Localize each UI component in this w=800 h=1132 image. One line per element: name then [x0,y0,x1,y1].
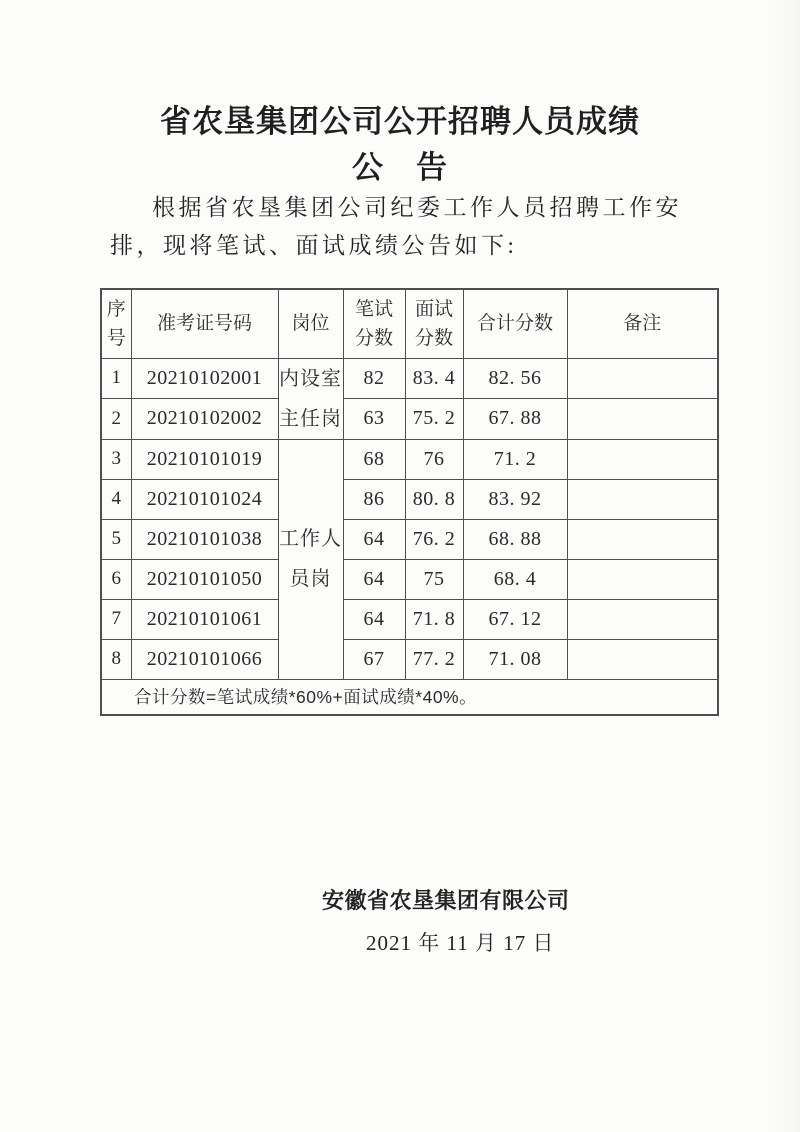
interview-score-cell: 83. 4 [405,358,463,399]
table-row [101,639,718,679]
admission-id-cell: 20210102001 [131,358,278,399]
admission-id-cell: 20210102002 [131,399,278,440]
remark-cell [567,599,718,639]
total-score-cell: 67. 88 [463,399,567,440]
intro-paragraph-line1: 根据省农垦集团公司纪委工作人员招聘工作安 [152,195,682,220]
seq-cell: 5 [101,519,131,559]
admission-id-cell: 20210101066 [131,639,278,679]
total-score-cell: 68. 4 [463,559,567,599]
written-score-cell: 86 [343,479,405,519]
seq-cell: 4 [101,479,131,519]
written-score-cell: 82 [343,358,405,399]
remark-cell [567,358,718,399]
header-total-score: 合计分数 [463,289,567,358]
intro-paragraph-line2: 排，现将笔试、面试成绩公告如下: [110,233,518,258]
remark-cell [567,559,718,599]
total-score-cell: 71. 2 [463,439,567,479]
header-interview-line1: 面试 [414,298,453,320]
position-cell-staff [278,439,343,679]
header-position: 岗位 [278,289,343,358]
table-row [101,358,718,399]
total-score-cell: 71. 08 [463,639,567,679]
score-formula-note: 合计分数=笔试成绩*60%+面试成绩*40%。 [101,679,718,715]
seq-cell: 1 [101,358,131,399]
total-score-cell: 82. 56 [463,358,567,399]
position-line1: 工作人 [279,528,342,550]
issuing-company-signature: 安徽省农垦集团有限公司 [322,888,570,913]
table-header-row [101,289,718,358]
position-line1: 内设室 [279,367,342,390]
written-score-cell: 63 [343,399,405,440]
written-score-cell: 64 [343,599,405,639]
header-written-line2: 分数 [354,327,393,349]
remark-cell [567,399,718,440]
interview-score-cell: 77. 2 [405,639,463,679]
header-interview-score [405,289,463,358]
position-line2: 员岗 [289,568,332,590]
remark-cell [567,439,718,479]
admission-id-cell: 20210101061 [131,599,278,639]
interview-score-cell: 80. 8 [405,479,463,519]
header-remark: 备注 [567,289,718,358]
interview-score-cell: 75 [405,559,463,599]
admission-id-cell: 20210101024 [131,479,278,519]
interview-score-cell: 76 [405,439,463,479]
document-title-line2: 公 告 [352,150,448,185]
position-cell-director [278,358,343,439]
header-written-score [343,289,405,358]
table-row [101,479,718,519]
score-table [100,288,719,716]
seq-cell: 2 [101,399,131,440]
header-seq-line2: 号 [106,327,126,349]
seq-cell: 3 [101,439,131,479]
interview-score-cell: 71. 8 [405,599,463,639]
document-date: 2021 年 11 月 17 日 [366,931,555,955]
admission-id-cell: 20210101038 [131,519,278,559]
header-seq-line1: 序 [106,298,126,320]
seq-cell: 8 [101,639,131,679]
position-line2: 主任岗 [279,407,342,430]
written-score-cell: 64 [343,519,405,559]
remark-cell [567,479,718,519]
header-interview-line2: 分数 [414,327,453,349]
remark-cell [567,519,718,559]
written-score-cell: 67 [343,639,405,679]
interview-score-cell: 75. 2 [405,399,463,440]
table-row [101,399,718,440]
written-score-cell: 64 [343,559,405,599]
table-note-row [101,679,718,715]
table-row [101,439,718,479]
interview-score-cell: 76. 2 [405,519,463,559]
table-row [101,599,718,639]
table-row [101,559,718,599]
total-score-cell: 83. 92 [463,479,567,519]
admission-id-cell: 20210101019 [131,439,278,479]
written-score-cell: 68 [343,439,405,479]
table-row [101,519,718,559]
admission-id-cell: 20210101050 [131,559,278,599]
seq-cell: 6 [101,559,131,599]
document-title-line1: 省农垦集团公司公开招聘人员成绩 [160,104,640,139]
header-written-line1: 笔试 [354,298,393,320]
header-seq [101,289,131,358]
header-admission-id: 准考证号码 [131,289,278,358]
total-score-cell: 68. 88 [463,519,567,559]
seq-cell: 7 [101,599,131,639]
total-score-cell: 67. 12 [463,599,567,639]
remark-cell [567,639,718,679]
